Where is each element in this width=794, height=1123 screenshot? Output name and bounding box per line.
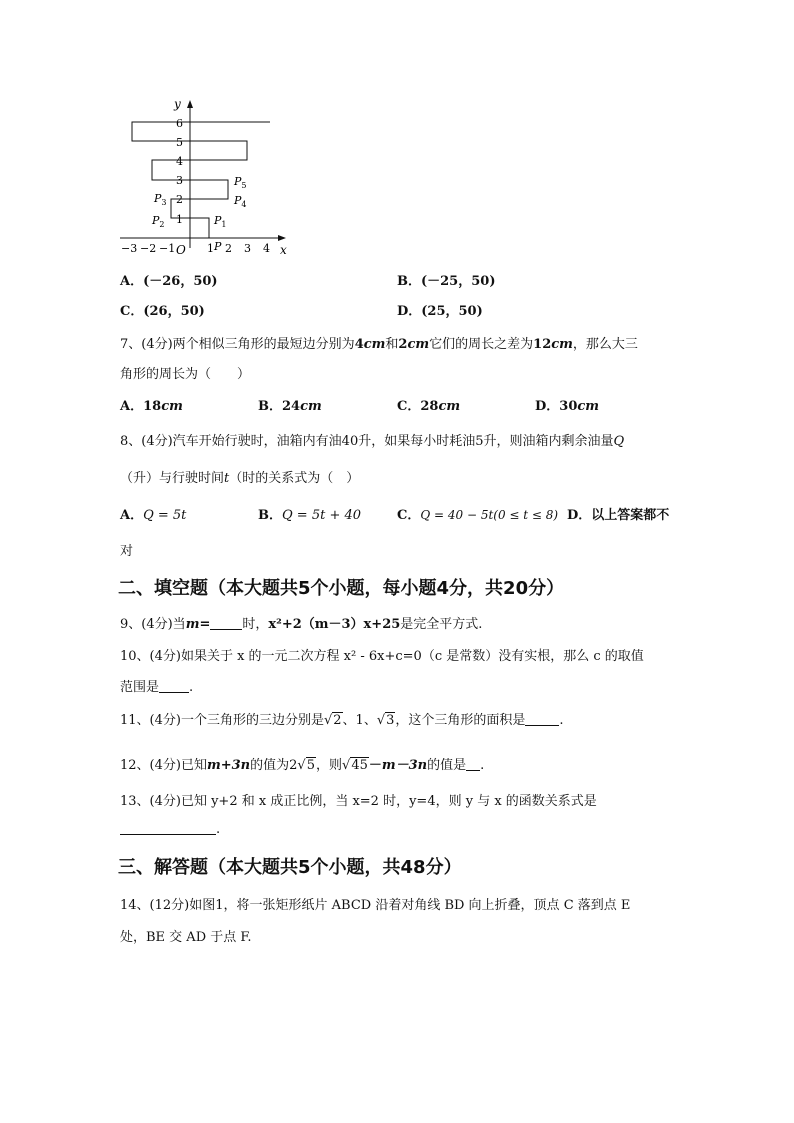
q8-text-c: （时的关系式为（ ）: [229, 471, 360, 486]
q8-text-a: 8、(4分)汽车开始行驶时，油箱内有油40升，如果每小时耗油5升，则油箱内剩余油量: [120, 434, 614, 449]
q11-line: 11、(4分)一个三角形的三边分别是√2、1、√3，这个三角形的面积是 .: [120, 713, 564, 728]
sqrt-45: √45: [342, 758, 368, 773]
q7-unit-3: cm: [551, 337, 573, 352]
q13-line-2: .: [120, 822, 220, 837]
q7-line-1: [120, 333, 638, 352]
point-p3-label: $P_3$: [154, 192, 167, 207]
q10-line-2: 范围是 .: [120, 680, 194, 695]
q7-text-d: ，那么大三: [572, 337, 638, 352]
q8-option-d-cont: 对: [120, 544, 134, 559]
q13-line-1: 13、(4分)已知 y+2 和 x 成正比例，当 x=2 时，y=4，则 y 与 x 的函数关系式是: [120, 794, 597, 809]
q8-option-a: A．Q = 5t: [120, 508, 187, 523]
sqrt-3: √3: [376, 713, 395, 728]
q7-value-2: 2: [398, 337, 408, 352]
q7-value-3: 12: [533, 337, 552, 352]
sqrt-5: √5: [297, 758, 315, 773]
x-tick-neg1: −1: [159, 242, 176, 255]
x-tick-4: 4: [263, 242, 270, 255]
origin-label: O: [176, 243, 186, 257]
q8-line-2: [120, 467, 359, 486]
q6-option-d: D．(25，50): [397, 304, 483, 319]
point-p-label: P: [214, 240, 222, 253]
section-3-heading: 三、解答题（本大题共5个小题，共48分）: [118, 857, 462, 878]
q7-unit-2: cm: [407, 337, 430, 352]
x-tick-1: 1: [207, 242, 214, 255]
q6-option-a: A．(－26，50): [120, 274, 218, 289]
y-tick-6: 6: [176, 117, 183, 130]
q8-var-t: t: [224, 471, 230, 486]
q7-text-b: 和: [385, 337, 399, 352]
q12-blank[interactable]: [466, 758, 480, 771]
q8-text-b: （升）与行驶时间: [120, 471, 225, 486]
q7-option-d: D．30cm: [535, 399, 600, 414]
q11-blank[interactable]: [525, 713, 559, 726]
q7-text-a: 7、(4分)两个相似三角形的最短边分别为: [120, 337, 355, 352]
x-axis-label: x: [280, 243, 287, 257]
point-p1-label: $P_1$: [214, 214, 227, 229]
q8-var-q: Q: [613, 434, 625, 449]
q8-line-1: [120, 430, 624, 449]
y-tick-1: 1: [176, 213, 183, 226]
sqrt-2: √2: [323, 713, 342, 728]
x-tick-neg3: −3: [121, 242, 138, 255]
q7-unit-1: cm: [363, 337, 386, 352]
q8-option-c: C．Q = 40 − 5t(0 ≤ t ≤ 8): [397, 508, 559, 523]
y-tick-4: 4: [176, 155, 183, 168]
q9-line: 9、(4分)当m= 时，x²+2（m－3）x+25是完全平方式.: [120, 617, 483, 632]
q7-value-1: 4: [354, 337, 364, 352]
y-tick-2: 2: [176, 193, 183, 206]
q7-option-b: B．24cm: [258, 399, 322, 414]
x-axis-arrow-icon: [278, 235, 286, 241]
q13-blank[interactable]: [120, 822, 216, 835]
x-tick-2: 2: [225, 242, 232, 255]
q14-line-1: 14、(12分)如图1，将一张矩形纸片 ABCD 沿着对角线 BD 向上折叠，顶点 C 落到点 E: [120, 898, 631, 913]
section-2-heading: 二、填空题（本大题共5个小题，每小题4分，共20分）: [118, 578, 565, 599]
y-axis-label: y: [174, 97, 181, 111]
point-p2-label: $P_2$: [152, 214, 165, 229]
x-tick-neg2: −2: [140, 242, 157, 255]
q10-line-1: 10、(4分)如果关于 x 的一元二次方程 x² - 6x+c=0（c 是常数）没有实根，那么 c 的取值: [120, 649, 644, 664]
q8-option-d: D．以上答案都不: [567, 508, 670, 523]
q14-line-2: 处，BE 交 AD 于点 F.: [120, 930, 252, 945]
q7-option-c: C．28cm: [397, 399, 461, 414]
y-tick-5: 5: [176, 136, 183, 149]
y-axis-arrow-icon: [187, 100, 193, 108]
q12-line: 12、(4分)已知m+3n的值为2√5，则√45－m－3n的值是 .: [120, 758, 485, 773]
q6-option-c: C．(26，50): [120, 304, 205, 319]
q9-blank[interactable]: [210, 617, 242, 630]
x-tick-labels: [121, 242, 270, 255]
q7-line-2: 角形的周长为（ ）: [120, 367, 251, 382]
x-tick-3: 3: [244, 242, 251, 255]
point-p5-label: $P_5$: [234, 175, 247, 190]
y-tick-labels: [176, 117, 183, 226]
q7-option-a: A．18cm: [120, 399, 183, 414]
q10-blank[interactable]: [159, 680, 189, 693]
coordinate-graph: [110, 92, 310, 262]
q7-text-c: 它们的周长之差为: [429, 337, 534, 352]
y-tick-3: 3: [176, 174, 183, 187]
q6-option-b: B．(－25，50): [397, 274, 496, 289]
q8-option-b: B．Q = 5t + 40: [258, 508, 362, 523]
point-p4-label: $P_4$: [234, 194, 247, 209]
